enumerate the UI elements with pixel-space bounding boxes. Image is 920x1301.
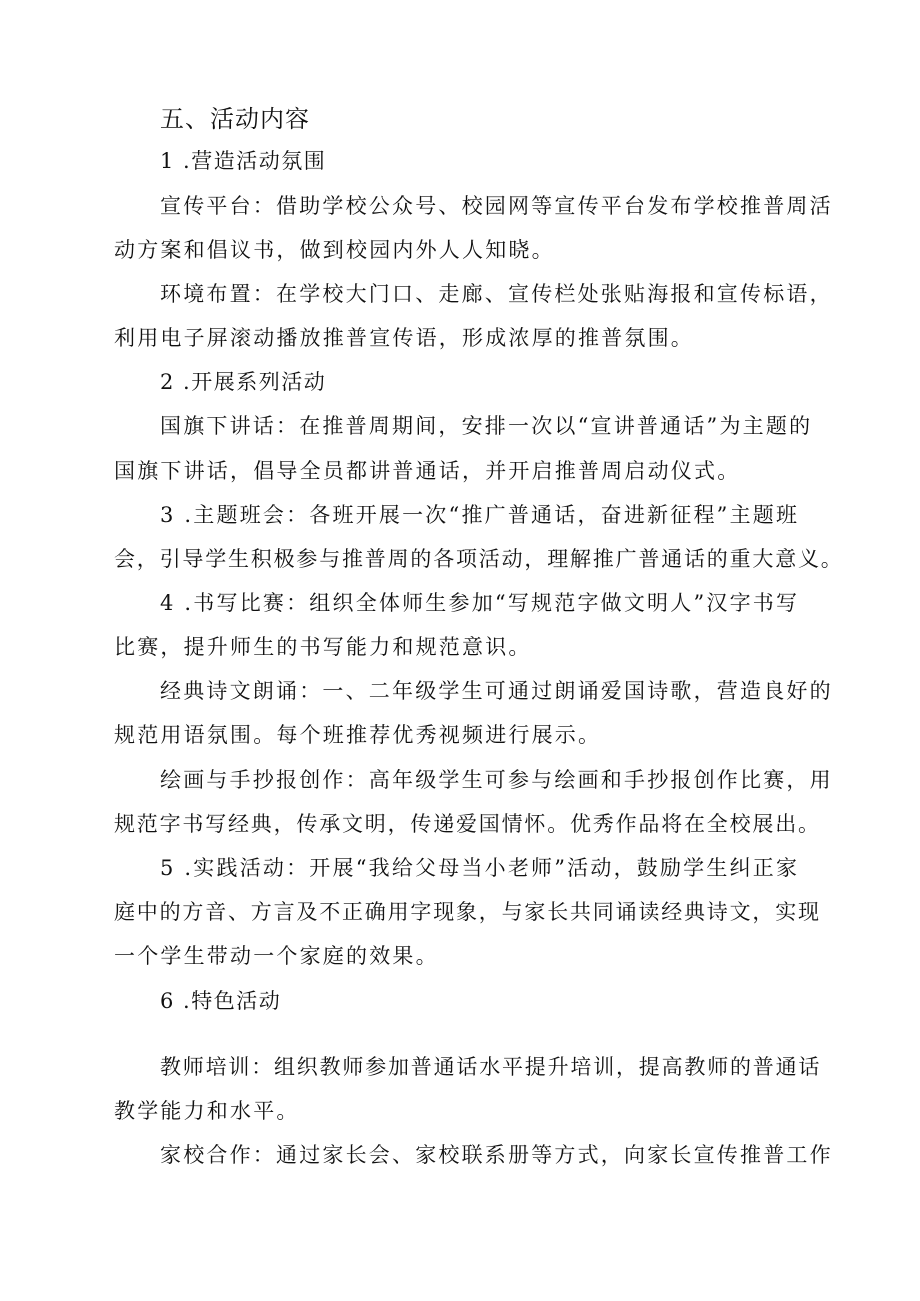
text-line: 动方案和倡议书，做到校园内外人人知晓。 xyxy=(114,238,555,262)
subheading-6: 6 .特色活动 xyxy=(160,989,282,1013)
text-line: 庭中的方音、方言及不正确用字现象，与家长共同诵读经典诗文，实现 xyxy=(114,900,821,924)
text-line: 会，引导学生积极参与推普周的各项活动，理解推广普通话的重大意义。 xyxy=(114,547,844,571)
text-line: 一个学生带动一个家庭的效果。 xyxy=(114,944,439,968)
text-line: 利用电子屏滚动播放推普宣传语，形成浓厚的推普氛围。 xyxy=(114,326,694,350)
text-line: 规范用语氛围。每个班推荐优秀视频进行展示。 xyxy=(114,723,602,747)
text-line: 绘画与手抄报创作：高年级学生可参与绘画和手抄报创作比赛，用 xyxy=(160,768,833,792)
text-line: 4 .书写比赛：组织全体师生参加“写规范字做文明人”汉字书写 xyxy=(160,591,800,615)
text-line: 教师培训：组织教师参加普通话水平提升培训，提高教师的普通话 xyxy=(160,1055,822,1079)
text-line: 教学能力和水平。 xyxy=(114,1099,300,1123)
section-heading: 五、活动内容 xyxy=(160,105,310,133)
text-line: 国旗下讲话，倡导全员都讲普通话，并开启推普周启动仪式。 xyxy=(114,459,741,483)
text-line: 经典诗文朗诵：一、二年级学生可通过朗诵爱国诗歌，营造良好的 xyxy=(160,679,833,703)
text-line: 家校合作：通过家长会、家校联系册等方式，向家长宣传推普工作 xyxy=(160,1143,833,1167)
text-line: 5 .实践活动：开展“我给父母当小老师”活动，鼓励学生纠正家 xyxy=(160,856,800,880)
text-line: 宣传平台：借助学校公众号、校园网等宣传平台发布学校推普周活 xyxy=(160,194,833,218)
text-line: 国旗下讲话：在推普周期间，安排一次以“宣讲普通话”为主题的 xyxy=(160,414,813,438)
text-line: 比赛，提升师生的书写能力和规范意识。 xyxy=(114,635,532,659)
subheading-2: 2 .开展系列活动 xyxy=(160,370,327,394)
subheading-1: 1 .营造活动氛围 xyxy=(160,149,327,173)
text-line: 3 .主题班会：各班开展一次“推广普通话，奋进新征程”主题班 xyxy=(160,503,800,527)
text-line: 环境布置：在学校大门口、走廊、宣传栏处张贴海报和宣传标语， xyxy=(160,282,833,306)
text-line: 规范字书写经典，传承文明，传递爱国情怀。优秀作品将在全校展出。 xyxy=(114,812,821,836)
